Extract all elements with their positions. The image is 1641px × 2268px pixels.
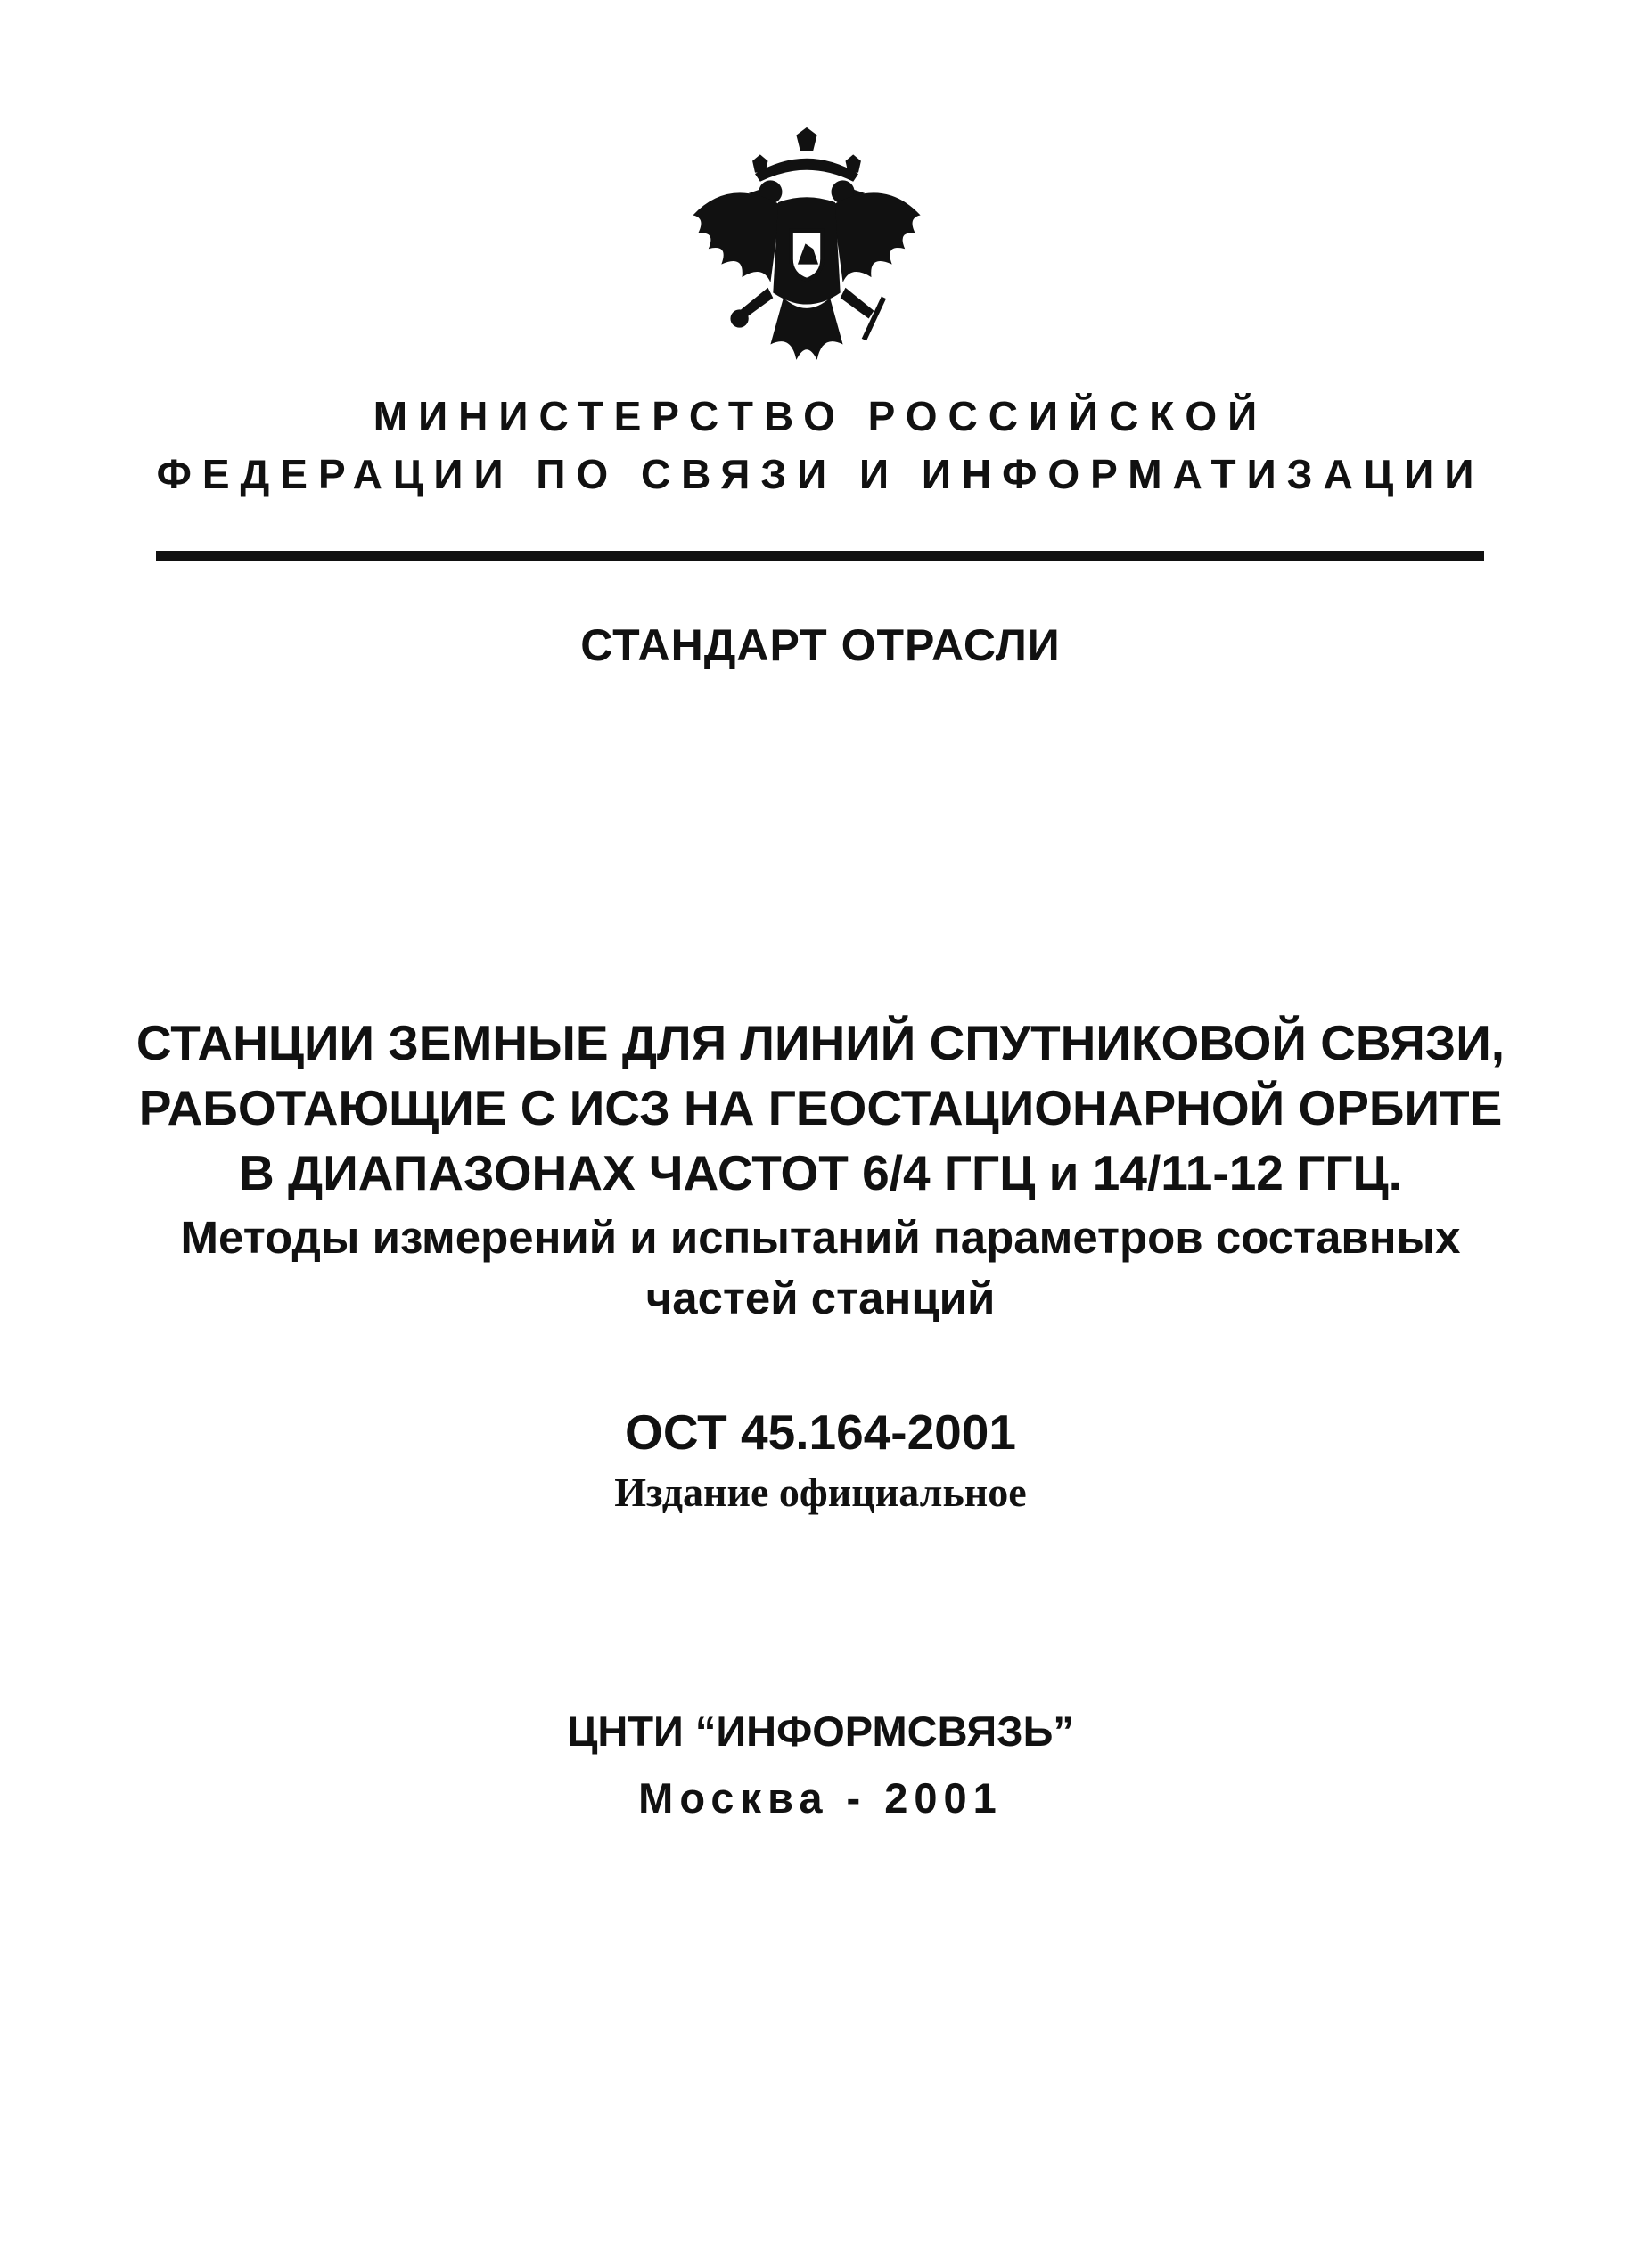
document-subtitle-line-2: частей станций — [645, 1273, 996, 1323]
document-subtitle-line-1: Методы измерений и испытаний параметров составных — [180, 1212, 1461, 1263]
ministry-name-line-2: ФЕДЕРАЦИИ ПО СВЯЗИ И ИНФОРМАТИЗАЦИИ — [156, 451, 1485, 497]
header-divider — [156, 551, 1484, 561]
document-title-line-3: В ДИАПАЗОНАХ ЧАСТОТ 6/4 ГГЦ и 14/11-12 ГГЦ. — [239, 1145, 1402, 1200]
ministry-name-line-1: МИНИСТЕРСТВО РОССИЙСКОЙ — [373, 393, 1268, 439]
standard-type-label: СТАНДАРТ ОТРАСЛИ — [580, 620, 1061, 670]
document-title-line-1: СТАНЦИИ ЗЕМНЫЕ ДЛЯ ЛИНИЙ СПУТНИКОВОЙ СВЯЗИ, — [135, 1015, 1506, 1070]
double-headed-eagle-emblem-icon — [677, 125, 936, 383]
document-title-line-2: РАБОТАЮЩИЕ С ИСЗ НА ГЕОСТАЦИОНАРНОЙ ОРБИТЕ — [138, 1080, 1503, 1135]
place-and-year: Москва - 2001 — [638, 1774, 1003, 1822]
edition-label: Издание официальное — [614, 1470, 1027, 1515]
publisher-name: ЦНТИ “ИНФОРМСВЯЗЬ” — [567, 1707, 1074, 1755]
document-number: ОСТ 45.164-2001 — [625, 1404, 1016, 1460]
